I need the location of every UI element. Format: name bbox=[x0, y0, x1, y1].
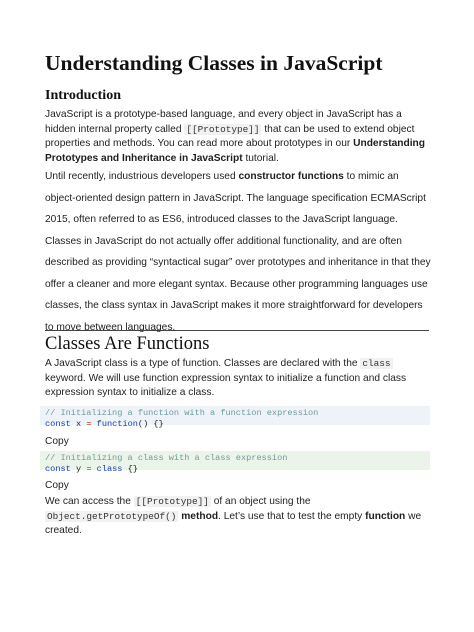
code-comment: // Initializing a class with a class expression bbox=[45, 453, 288, 463]
text: JavaScript is a prototype-based language, and every object in JavaScript has a hidden internal property called bbox=[45, 109, 402, 135]
text: . Let’s use that to test the empty bbox=[218, 510, 363, 522]
copy-button[interactable]: Copy bbox=[45, 436, 69, 447]
code-line bbox=[45, 464, 425, 475]
text: that can be used to extend object properties and methods. You can read more about prototypes in our bbox=[45, 123, 415, 150]
text: to mimic an object-oriented design pattern in JavaScript. The language specification ECMAScript 2015, often referred to as ES6, introduced classes to the JavaScript language. Classes in JavaScript do not actually offer additional functionality, and are often described as providing “syntactical sugar” over prototypes and inheritance in that they offer a cleaner and more elegant syntax. Because other programming languages use classes, the class syntax in JavaScript makes it more straightforward for developers to move between languages. bbox=[45, 171, 431, 333]
code-block-class bbox=[40, 451, 430, 474]
code-line bbox=[45, 419, 425, 430]
tutorial-link[interactable]: Understanding Prototypes and Inheritance in JavaScript bbox=[45, 138, 425, 165]
text: keyword. We will use function expression syntax to initialize a function and class expression syntax to initialize a class. bbox=[45, 372, 407, 399]
intro-paragraph-1 bbox=[45, 108, 431, 167]
code-identifier: y bbox=[75, 463, 82, 474]
copy-button[interactable]: Copy bbox=[45, 480, 69, 491]
function-bold: function bbox=[365, 510, 406, 522]
text: Until recently, industrious developers used bbox=[45, 171, 236, 182]
text: of an object using the bbox=[213, 496, 311, 507]
code-block-function bbox=[40, 406, 430, 429]
page-title: Understanding Classes in JavaScript bbox=[45, 51, 383, 75]
code-identifier: x bbox=[75, 418, 82, 429]
section-paragraph bbox=[45, 357, 431, 401]
code-keyword: function bbox=[96, 418, 138, 429]
code-keyword: const bbox=[45, 418, 71, 429]
text: We can access the bbox=[45, 496, 131, 507]
code-operator: = bbox=[86, 418, 92, 429]
method-bold: method bbox=[181, 510, 219, 522]
text: A JavaScript class is a type of function. Classes are declared with the bbox=[45, 358, 358, 369]
inline-code-prototype: [[Prototype]] bbox=[135, 496, 209, 507]
code-comment: // Initializing a function with a function expression bbox=[45, 408, 319, 418]
divider bbox=[45, 330, 429, 331]
inline-code-prototype: [[Prototype]] bbox=[186, 123, 260, 135]
text: tutorial. bbox=[245, 153, 279, 165]
code-operator: = bbox=[86, 463, 92, 474]
inline-code-getprototypeof: Object.getPrototypeOf() bbox=[47, 510, 177, 522]
constructor-functions-bold: constructor functions bbox=[238, 171, 344, 182]
code-keyword: class bbox=[96, 463, 123, 474]
code-rest: {} bbox=[127, 463, 138, 474]
code-rest: () {} bbox=[137, 418, 164, 429]
intro-paragraph-2 bbox=[45, 166, 431, 338]
intro-heading: Introduction bbox=[45, 88, 121, 103]
access-paragraph bbox=[45, 495, 431, 539]
section-heading: Classes Are Functions bbox=[45, 334, 210, 354]
text: we created. bbox=[45, 510, 422, 536]
inline-code-class: class bbox=[362, 358, 391, 369]
code-keyword: const bbox=[45, 463, 71, 474]
